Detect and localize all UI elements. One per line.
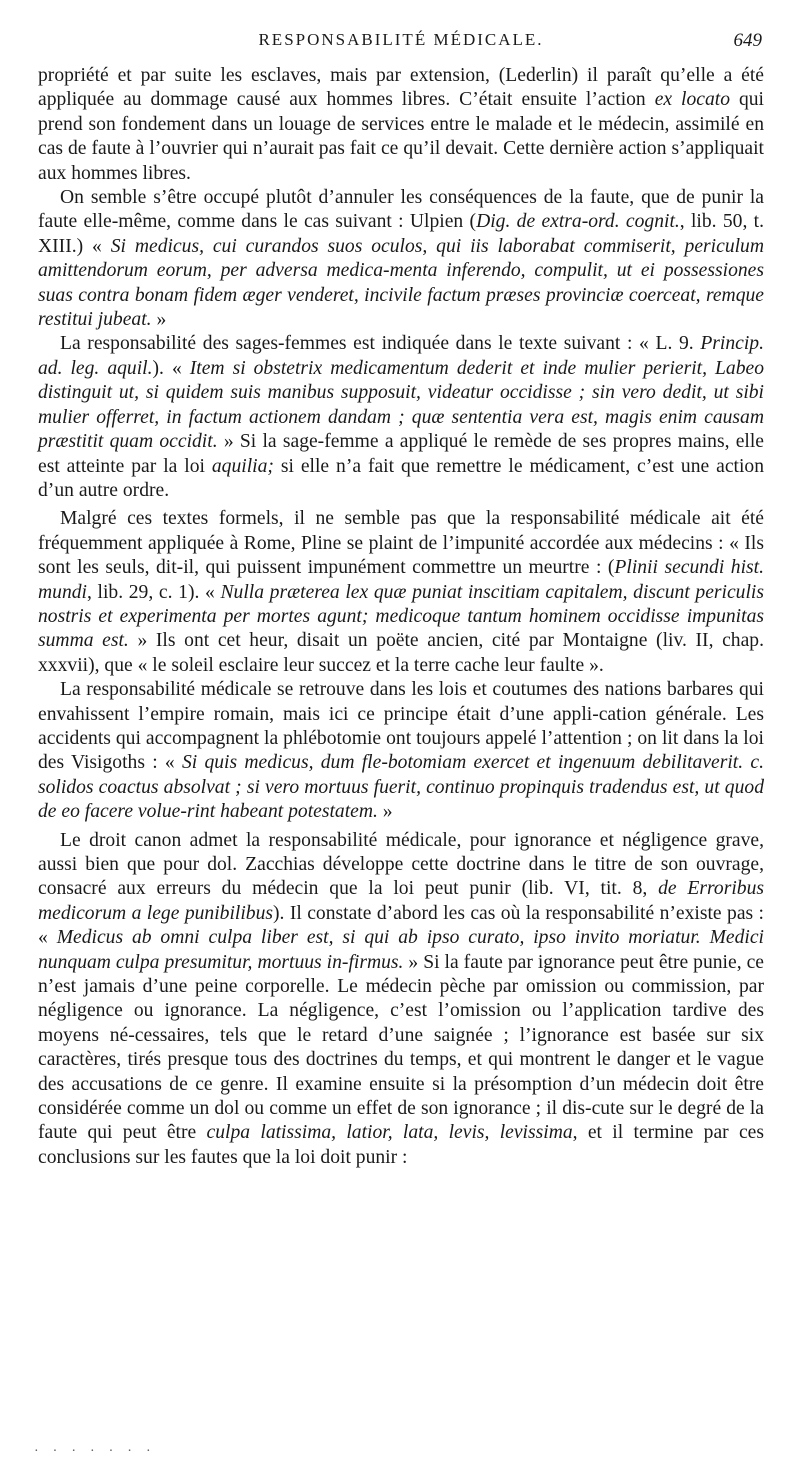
text-segment: ). Il constate d’abord les cas où la responsabilité n’existe pas : « bbox=[38, 902, 765, 949]
paragraph bbox=[38, 64, 764, 186]
page-bottom-marks: ······· bbox=[34, 1444, 165, 1459]
italic-segment: Dig. de extra-ord. cognit. bbox=[476, 211, 680, 233]
italic-segment: ex locato bbox=[654, 89, 731, 111]
text-segment: si elle n’a fait que remettre le médicament, c’est une action d’un autre ordre. bbox=[38, 455, 765, 501]
text-segment: Malgré ces textes formels, il ne semble pas que la responsabilité médicale ait été fréquemment appliquée à Rome, Pline se plaint de l’impunité accordée aux médecins : « Ils sont les seuls, dit-il, qui puissent impunément commettre un meurtre : ( bbox=[38, 508, 764, 579]
italic-segment: culpa latissima, latior, lata, levis, levissima bbox=[206, 1122, 573, 1144]
text-segment: » bbox=[151, 309, 167, 331]
italic-segment: Princip. ad. leg. aquil. bbox=[38, 333, 764, 379]
text-segment: , lib. 29, c. 1). « bbox=[86, 581, 221, 603]
text-segment: » bbox=[377, 801, 393, 823]
italic-segment: Medicus ab omni culpa liber est, si qui ab ipso curato, ipso invito moriatur. Medici nunquam culpa presumitur, mortuus in-firmus. bbox=[38, 927, 764, 973]
text-segment: Le droit canon admet la responsabilité médicale, pour ignorance et négligence grave, aussi bien que pour dol. Zacchias développe cette doctrine dans le titre de son ouvrage, consacré aux erreurs du médecin que la loi peut punir (lib. VI, tit. 8, bbox=[38, 829, 764, 900]
paragraph bbox=[38, 829, 764, 1171]
italic-segment: de Erroribus medicorum a lege punibilibus bbox=[38, 878, 764, 924]
italic-segment: Item si obstetrix medicamentum dederit et inde mulier perierit, Labeo distinguit ut, si quidem suis manibus supposuit, videatur occidisse ; sin vero dedit, ut sibi mulier offerret, in factum actionem dandam ; quæ sententia vera est, magis enim causam præstitit quam occidit. bbox=[38, 357, 764, 453]
paragraph bbox=[38, 186, 764, 332]
page-number: 649 bbox=[733, 30, 762, 51]
text-segment: propriété et par suite les esclaves, mais par extension, (Lederlin) il paraît qu’elle a été appliquée au dommage causé aux hommes libres. C’était ensuite l’action bbox=[38, 65, 764, 111]
body-text bbox=[38, 64, 764, 1170]
italic-segment: aquilia; bbox=[211, 455, 274, 477]
paragraph bbox=[38, 332, 764, 503]
text-segment: » Si la faute par ignorance peut être punie, ce n’est jamais d’une peine corporelle. Le médecin pèche par omission ou commission, par négligence ou ignorance. La négligence, c’est l’omission ou l’application tardive des moyens né-cessaires, tels que le retard d’une saignée ; l’ignorance est basée sur six caractères, tirés presque tous des doctrines du temps, et qui montrent le danger et le vague des accusations de ce genre. Il examine ensuite si la présomption d’un médecin doit être considérée comme un dol ou comme un effet de son ignorance ; il dis-cute sur le degré de la faute qui peut être bbox=[38, 951, 764, 1144]
paragraph bbox=[38, 507, 764, 678]
text-segment: qui prend son fondement dans un louage de services entre le malade et le médecin, assimilé en cas de faute à l’ouvrier qui n’aurait pas fait ce qu’il devait. Cette dernière action s’appliquait aux hommes libres. bbox=[38, 89, 764, 184]
running-header bbox=[38, 30, 764, 58]
text-segment: On semble s’être occupé plutôt d’annuler les conséquences de la faute, que de punir la faute elle-même, comme dans le cas suivant : Ulpien ( bbox=[38, 187, 764, 233]
text-segment: ). « bbox=[152, 357, 190, 379]
text-segment: » Si la sage-femme a appliqué le remède de ses propres mains, elle est atteinte par la loi bbox=[38, 431, 764, 477]
running-title: RESPONSABILITÉ MÉDICALE. bbox=[258, 30, 544, 49]
text-segment: » Ils ont cet heur, disait un poëte ancien, cité par Montaigne (liv. II, chap. xxxvii), que « le soleil esclaire leur succez et la terre cache leur faulte ». bbox=[38, 630, 764, 676]
text-segment: , lib. 50, t. XIII.) « bbox=[38, 211, 765, 257]
text-segment: , et il termine par ces conclusions sur les fautes que la loi doit punir : bbox=[38, 1122, 764, 1168]
italic-segment: Plinii secundi hist. mundi bbox=[38, 557, 764, 603]
text-segment: La responsabilité des sages-femmes est indiquée dans le texte suivant : « L. 9. bbox=[60, 333, 701, 355]
text-segment: La responsabilité médicale se retrouve dans les lois et coutumes des nations barbares qui envahissent l’empire romain, mais ici ce principe était d’une appli-cation générale. Les accidents qui accompagnent la phlébotomie ont toujours appelé l’attention ; on lit dans la loi des Visigoths : « bbox=[38, 679, 764, 774]
italic-segment: Si quis medicus, dum fle-botomiam exercet et ingenuum debilitaverit. c. solidos coactus absolvat ; si vero mortuus fuerit, continuo propinquis tradendus est, ut quod de eo facere volue-rint habeant potestatem. bbox=[38, 752, 764, 823]
italic-segment: Nulla præterea lex quæ puniat inscitiam capitalem, discunt periculis nostris et experimenta per mortes agunt; medicoque tantum hominem occidisse impunitas summa est. bbox=[38, 581, 764, 652]
italic-segment: Si medicus, cui curandos suos oculos, qui iis laborabat commiserit, periculum amittendorum eorum, per adversa medica-menta inferendo, compulit, ut ei possessiones suas contra bonam fidem æger venderet, incivile factum præses provinciæ coerceat, remque restitui jubeat. bbox=[38, 235, 765, 331]
paragraph bbox=[38, 678, 764, 824]
